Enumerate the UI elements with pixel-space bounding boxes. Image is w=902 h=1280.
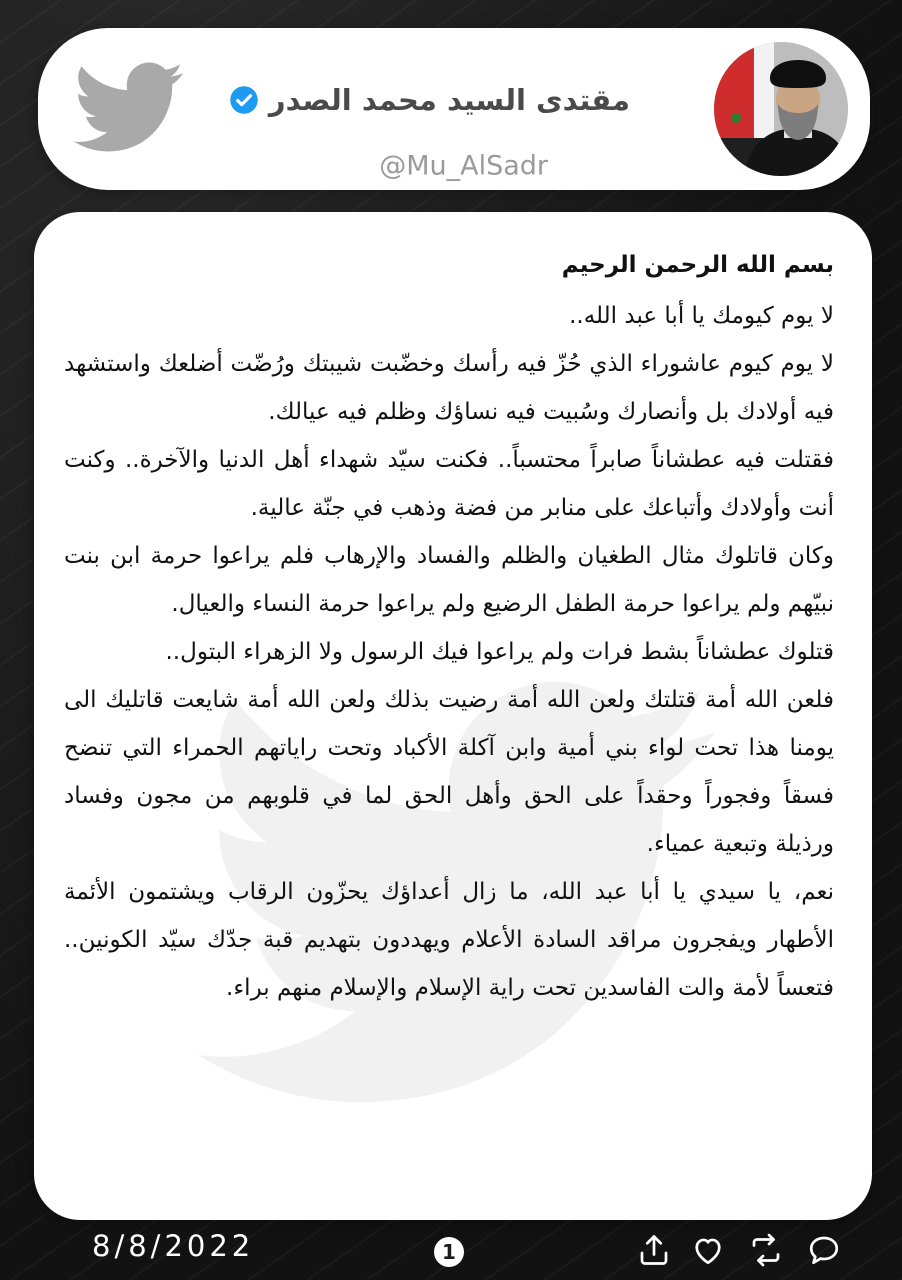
like-icon[interactable] <box>690 1232 726 1268</box>
profile-header-card <box>38 28 870 190</box>
tweet-card <box>34 212 872 1220</box>
verified-badge-icon <box>229 85 259 115</box>
tweet-paragraph: لا يوم كيوم عاشوراء الذي حُزّ فيه رأسك وخضّبت شيبتك ورُضّت أضلعك واستشهد فيه أولادك بل وأنصارك وسُبيت فيه نساؤك وظلم فيه عيالك. <box>64 351 834 425</box>
tweet-paragraph: قتلوك عطشاناً بشط فرات ولم يراعوا فيك الرسول ولا الزهراء البتول.. <box>165 639 834 665</box>
tweet-paragraph: نعم، يا سيدي يا أبا عبد الله، ما زال أعداؤك يحزّون الرقاب ويشتمون الأئمة الأطهار ويفجرون مراقد السادة الأعلام ويهددون بتهديم قبة جدّك سيّد الكونين.. فتعساً لأمة والت الفاسدين تحت راية الإسلام والإسلام منهم براء. <box>64 879 834 1001</box>
twitter-bird-icon <box>70 52 190 162</box>
tweet-title: بسم الله الرحمن الرحيم <box>561 252 834 278</box>
tweet-date: 8/8/2022 <box>92 1229 255 1263</box>
tweet-paragraph: وكان قاتلوك مثال الطغيان والظلم والفساد والإرهاب فلم يراعوا حرمة ابن بنت نبيّهم ولم يراعوا حرمة الطفل الرضيع ولم يراعوا حرمة النساء والعيال. <box>64 543 834 617</box>
name-row <box>229 83 630 117</box>
tweet-paragraph: لا يوم كيومك يا أبا عبد الله.. <box>569 303 834 329</box>
page-indicator: 1 <box>434 1237 464 1267</box>
user-handle[interactable]: @Mu_AlSadr <box>379 150 548 182</box>
tweet-body <box>64 246 834 1012</box>
reply-icon[interactable] <box>806 1232 842 1268</box>
tweet-paragraph: فلعن الله أمة قتلتك ولعن الله أمة رضيت بذلك ولعن الله أمة شايعت قاتليك الى يومنا هذا تحت لواء بني أمية وابن آكلة الأكباد وتحت راياتهم الحمراء التي تنضح فسقاً وفجوراً وحقداً على الحق وأهل الحق لما في قلوبهم من مجون وفساد ورذيلة وتبعية عمياء. <box>64 687 834 857</box>
retweet-icon[interactable] <box>748 1232 784 1268</box>
share-icon[interactable] <box>636 1232 672 1268</box>
tweet-paragraph: فقتلت فيه عطشاناً صابراً محتسباً.. فكنت سيّد شهداء أهل الدنيا والآخرة.. وكنت أنت وأولادك وأتباعك على منابر من فضة وذهب في جنّة عالية. <box>64 447 834 521</box>
display-name: مقتدى السيد محمد الصدر <box>268 83 630 117</box>
avatar[interactable] <box>714 42 848 176</box>
avatar-image <box>714 42 848 176</box>
